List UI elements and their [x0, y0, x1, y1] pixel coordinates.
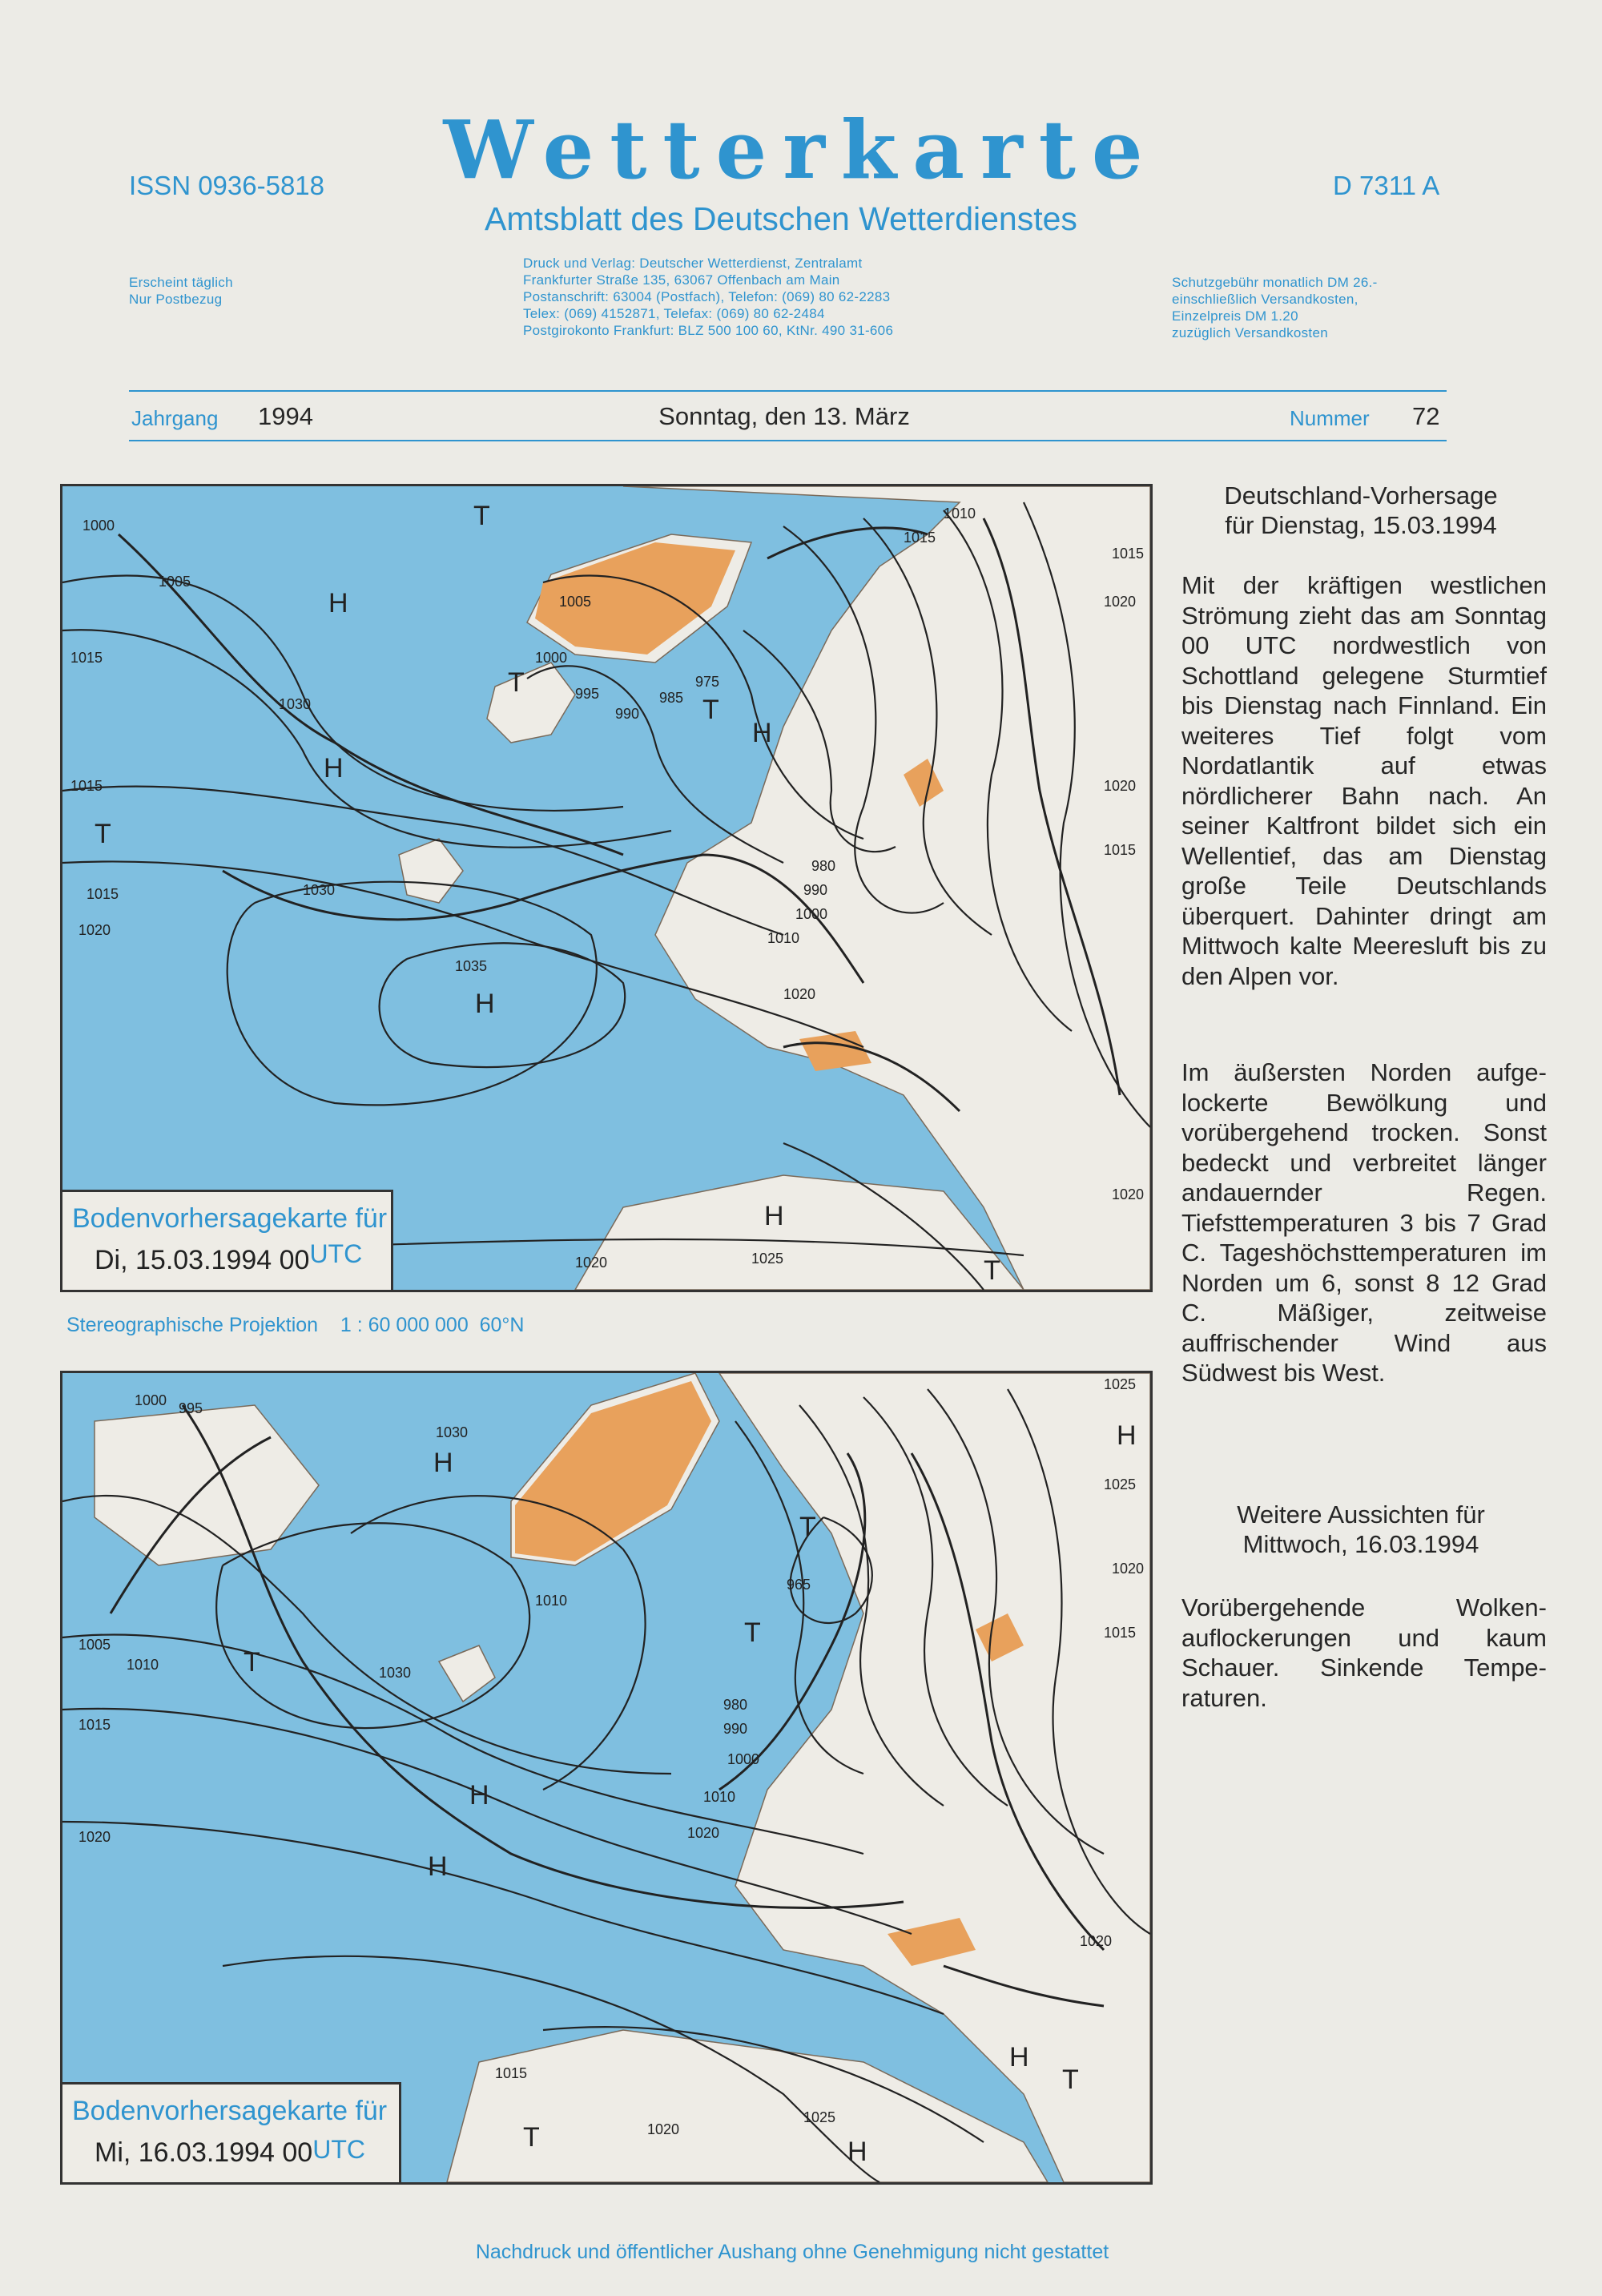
masthead-subtitle: Amtsblatt des Deutschen Wetterdienstes [485, 200, 1077, 237]
map1-isobar-label: 1020 [575, 1255, 608, 1271]
map2-isobar-label: 1020 [78, 1829, 111, 1845]
forecast-map-tuesday [60, 484, 1153, 1292]
year-value: 1994 [258, 402, 313, 430]
map2-isobar-label: 1005 [78, 1637, 111, 1653]
map2-isobar-label: 1010 [703, 1789, 736, 1805]
map1-isobar-label: 1015 [87, 886, 119, 902]
map2-isobar-label: 1015 [1104, 1625, 1137, 1641]
map1-isobar-label: 1025 [751, 1251, 784, 1267]
map2-caption [62, 2082, 401, 2182]
map2-isobar-label: 1025 [1104, 1376, 1137, 1392]
map1-label-high: H [324, 753, 344, 783]
map2-label-low: T [523, 2122, 540, 2153]
map2-isobar-label: 990 [723, 1721, 748, 1737]
forecast-heading: Deutschland-Vorhersage für Dienstag, 15.03.1994 [1224, 481, 1498, 539]
number-label: Nummer [1290, 406, 1370, 430]
map1-isobar-label: 1005 [159, 574, 191, 590]
map1-isobar-label: 1020 [78, 922, 111, 938]
map2-isobar-label: 1020 [687, 1825, 720, 1841]
map2-isobar-label: 1030 [379, 1665, 412, 1681]
issue-number: 72 [1412, 402, 1440, 430]
map1-caption-date: Di, 15.03.1994 00UTC [95, 1239, 363, 1275]
map1-isobar-label: 1015 [904, 530, 936, 546]
map1-isobar-label: 1030 [303, 882, 336, 898]
masthead-title: Wetterkarte [443, 103, 1159, 197]
map2-isobar-label: 1025 [1104, 1476, 1137, 1492]
map2-label-low: T [1062, 2064, 1079, 2095]
reprint-notice: Nachdruck und öffentlicher Aushang ohne Genehmigung nicht gestattet [475, 2241, 1109, 2263]
map2-label-high: H [847, 2137, 867, 2167]
forecast-paragraph-2: Im äußersten Norden aufgelockerte Bewölkung und vorübergehend trocken. Sonst bedeckt und verbreitet länger andauernder Regen. Tiefsttemperaturen 3 bis 7 Grad C. Tageshöchsttemperaturen im Norden um 6, sonst 8 12 Grad C. Mäßiger, zeitweise auffrischender Wind aus Südwest bis West. [1181, 1058, 1547, 1387]
outlook-heading: Weitere Aussichten für Mittwoch, 16.03.1994 [1237, 1500, 1485, 1558]
map1-isobar-label: 980 [811, 858, 836, 874]
map1-isobar-label: 1015 [70, 778, 103, 794]
map1-label-high: H [752, 718, 772, 748]
map2-label-low: T [244, 1647, 260, 1678]
outlook-paragraph: Vorübergehende Wolkenauflockerungen und kaum Schauer. Sinkende Temperaturen. [1181, 1593, 1547, 1712]
map2-isobar-label: 1015 [78, 1717, 111, 1733]
forecast-map-wednesday [60, 1371, 1153, 2185]
map1-isobar-label: 1010 [767, 930, 800, 946]
map1-isobar-label: 1035 [455, 958, 488, 974]
fee-info: Schutzgebühr monatlich DM 26.- einschließlich Versandkosten, Einzelpreis DM 1.20 zuzüglich Versandkosten [1172, 275, 1378, 340]
map1-isobar-label: 1000 [83, 518, 115, 534]
map1-label-high: H [764, 1201, 784, 1231]
rule-top [129, 390, 1447, 392]
rule-bottom [129, 440, 1447, 441]
map2-isobar-label: 1030 [436, 1424, 469, 1440]
map1-isobar-label: 990 [615, 706, 640, 722]
map1-isobar-label: 985 [659, 690, 684, 706]
map1-isobar-label: 1015 [1104, 842, 1137, 858]
map1-isobar-label: 1020 [1112, 1186, 1145, 1202]
publication-code: D 7311 A [1333, 171, 1440, 200]
map2-caption-title: Bodenvorhersagekarte für [72, 2096, 388, 2126]
map-tuesday-graphic [62, 486, 1150, 1290]
map1-caption-utc: UTC [309, 1239, 363, 1268]
delivery-note: Erscheint täglich Nur Postbezug [129, 275, 233, 307]
map2-isobar-label: 1000 [135, 1392, 167, 1408]
map2-isobar-label: 1025 [803, 2109, 836, 2125]
map1-isobar-label: 1005 [559, 594, 592, 610]
publisher-info: Druck und Verlag: Deutscher Wetterdienst, Zentralamt Frankfurter Straße 135, 63067 Offenbach am Main Postanschrift: 63004 (Postfach), Telefon: (069) 80 62-2283 Telex: (069) 4152871, Telefax: (069) 80 62-2484 Postgirokonto Frankfurt: BLZ 500 100 60, KtNr. 490 31-606 [523, 256, 894, 338]
map1-label-low: T [473, 501, 490, 531]
map2-isobar-label: 980 [723, 1697, 748, 1713]
map1-label-low: T [95, 819, 111, 849]
map1-isobar-label: 1020 [1104, 594, 1137, 610]
map2-caption-utc: UTC [312, 2135, 365, 2164]
map1-isobar-label: 1020 [1104, 778, 1137, 794]
map1-isobar-label: 1015 [1112, 546, 1145, 562]
map-wednesday-graphic [62, 1373, 1150, 2182]
issue-date: Sonntag, den 13. März [658, 402, 910, 430]
year-label: Jahrgang [131, 406, 219, 430]
forecast-paragraph-1: Mit der kräftigen westlichen Strömung zieht das am Sonntag 00 UTC nordwestlich von Schottland gelegene Sturmtief bis Dienstag nach Finnland. Ein weiteres Tief folgt vom Nordatlantik auf etwas nördlicherer Bahn nach. An seiner Kaltfront bildet sich ein Wellentief, das am Dienstag große Teile Deutschlands überquert. Dahinter dringt am Mittwoch kalte Meeresluft bis zu den Alpen vor. [1181, 571, 1547, 990]
map1-isobar-label: 990 [803, 882, 828, 898]
map2-isobar-label: 1010 [535, 1593, 568, 1609]
map2-label-high: H [469, 1780, 489, 1811]
map2-label-high: H [1117, 1420, 1137, 1451]
map2-isobar-label: 1020 [1080, 1933, 1113, 1949]
map1-isobar-label: 1020 [783, 986, 816, 1002]
map1-label-low: T [702, 695, 719, 725]
map1-label-low: T [984, 1255, 1000, 1286]
map1-label-high: H [328, 588, 348, 618]
map1-isobar-label: 1010 [944, 506, 976, 522]
map2-isobar-label: 1020 [1112, 1561, 1145, 1577]
map2-isobar-label: 1015 [495, 2065, 528, 2081]
map2-isobar-label: 1000 [727, 1751, 760, 1767]
map2-caption-date: Mi, 16.03.1994 00UTC [95, 2135, 365, 2168]
map1-label-high: H [475, 989, 495, 1019]
projection-note: Stereographische Projektion 1 : 60 000 000 60°N [66, 1314, 525, 1336]
map2-label-low: T [799, 1512, 816, 1542]
map2-isobar-label: 1010 [127, 1657, 159, 1673]
map2-isobar-label: 1020 [647, 2121, 680, 2137]
map1-isobar-label: 1000 [795, 906, 828, 922]
map2-isobar-label: 965 [787, 1577, 811, 1593]
map1-isobar-label: 975 [695, 674, 720, 690]
map2-isobar-label: 995 [179, 1400, 203, 1416]
issn: ISSN 0936-5818 [129, 171, 325, 200]
map1-isobar-label: 1030 [279, 696, 312, 712]
map1-caption-title: Bodenvorhersagekarte für [72, 1203, 388, 1234]
map1-isobar-label: 1000 [535, 650, 568, 666]
map1-isobar-label: 995 [575, 686, 600, 702]
map1-isobar-label: 1015 [70, 650, 103, 666]
map1-label-low: T [508, 667, 525, 698]
map2-label-low: T [744, 1617, 761, 1648]
map1-caption [62, 1190, 393, 1290]
map2-label-high: H [1009, 2042, 1029, 2072]
map2-label-high: H [433, 1448, 453, 1478]
map2-label-high: H [428, 1851, 448, 1882]
